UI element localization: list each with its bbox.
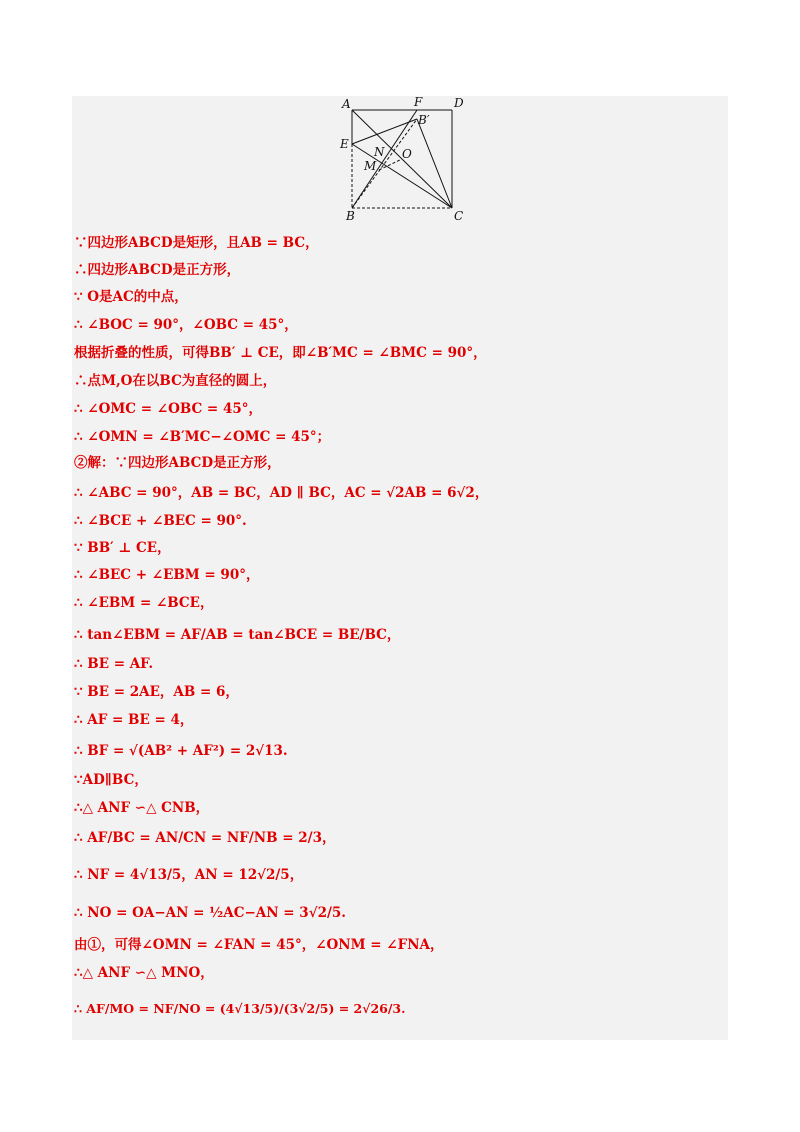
step-line: ∴ BF = √(AB² + AF²) = 2√13.	[74, 743, 288, 759]
step-line: ∴ ∠EBM = ∠BCE，	[74, 595, 214, 611]
step-line: ②解：∵四边形ABCD是正方形，	[74, 455, 281, 471]
label-B: B	[346, 209, 355, 222]
square-fold-diagram	[334, 96, 474, 222]
label-E: E	[340, 137, 349, 151]
step-line: ∵ BE = 2AE，AB = 6，	[74, 684, 239, 700]
label-C: C	[454, 209, 464, 222]
label-O: O	[402, 147, 412, 161]
step-line: ∵四边形ABCD是矩形，且AB = BC，	[74, 235, 319, 251]
step-line: ∴ NO = OA−AN = ½AC−AN = 3√2/5.	[74, 905, 346, 921]
label-F: F	[414, 96, 423, 109]
solution-panel	[72, 96, 728, 1040]
step-line: ∴四边形ABCD是正方形，	[74, 262, 241, 278]
geometry-figure	[334, 96, 474, 222]
step-line: ∴ ∠ABC = 90°，AB = BC，AD ∥ BC，AC = √2AB = 6√2，	[74, 485, 489, 501]
step-line: ∴ AF/BC = AN/CN = NF/NB = 2/3，	[74, 830, 336, 846]
step-line: ∴ NF = 4√13/5，AN = 12√2/5，	[74, 867, 304, 883]
step-line: ∴点M,O在以BC为直径的圆上，	[74, 373, 277, 389]
label-B-prime: B′	[418, 113, 430, 127]
step-line: ∴ AF/MO = NF/NO = (4√13/5)/(3√2/5) = 2√26/3.	[74, 1001, 406, 1016]
step-line: ∴ AF = BE = 4，	[74, 712, 194, 728]
step-line: ∵AD∥BC，	[74, 772, 148, 788]
step-line: ∴ tan∠EBM = AF/AB = tan∠BCE = BE/BC，	[74, 627, 401, 643]
step-line: ∴△ ANF ∽△ CNB，	[74, 800, 210, 816]
step-line: ∴△ ANF ∽△ MNO，	[74, 965, 214, 981]
step-line: ∵ BB′ ⊥ CE，	[74, 540, 171, 556]
label-M: M	[364, 159, 377, 173]
label-A: A	[342, 97, 351, 111]
step-line: ∵ O是AC的中点，	[74, 289, 188, 305]
step-line: ∴ ∠OMC = ∠OBC = 45°，	[74, 401, 262, 417]
step-line: ∴ ∠BCE + ∠BEC = 90°.	[74, 513, 247, 529]
segment-EB-prime	[352, 119, 417, 144]
step-line: ∴ BE = AF.	[74, 656, 154, 672]
segment-B-prime-C	[417, 119, 452, 208]
step-line: 由①，可得∠OMN = ∠FAN = 45°，∠ONM = ∠FNA，	[74, 937, 444, 953]
step-line: ∴ ∠BEC + ∠EBM = 90°，	[74, 567, 260, 583]
label-D: D	[454, 96, 464, 110]
step-line: ∴ ∠OMN = ∠B′MC−∠OMC = 45°；	[74, 429, 331, 445]
step-line: ∴ ∠BOC = 90°，∠OBC = 45°，	[74, 317, 298, 333]
step-line: 根据折叠的性质，可得BB′ ⊥ CE，即∠B′MC = ∠BMC = 90°，	[74, 345, 487, 361]
label-N: N	[374, 145, 385, 159]
